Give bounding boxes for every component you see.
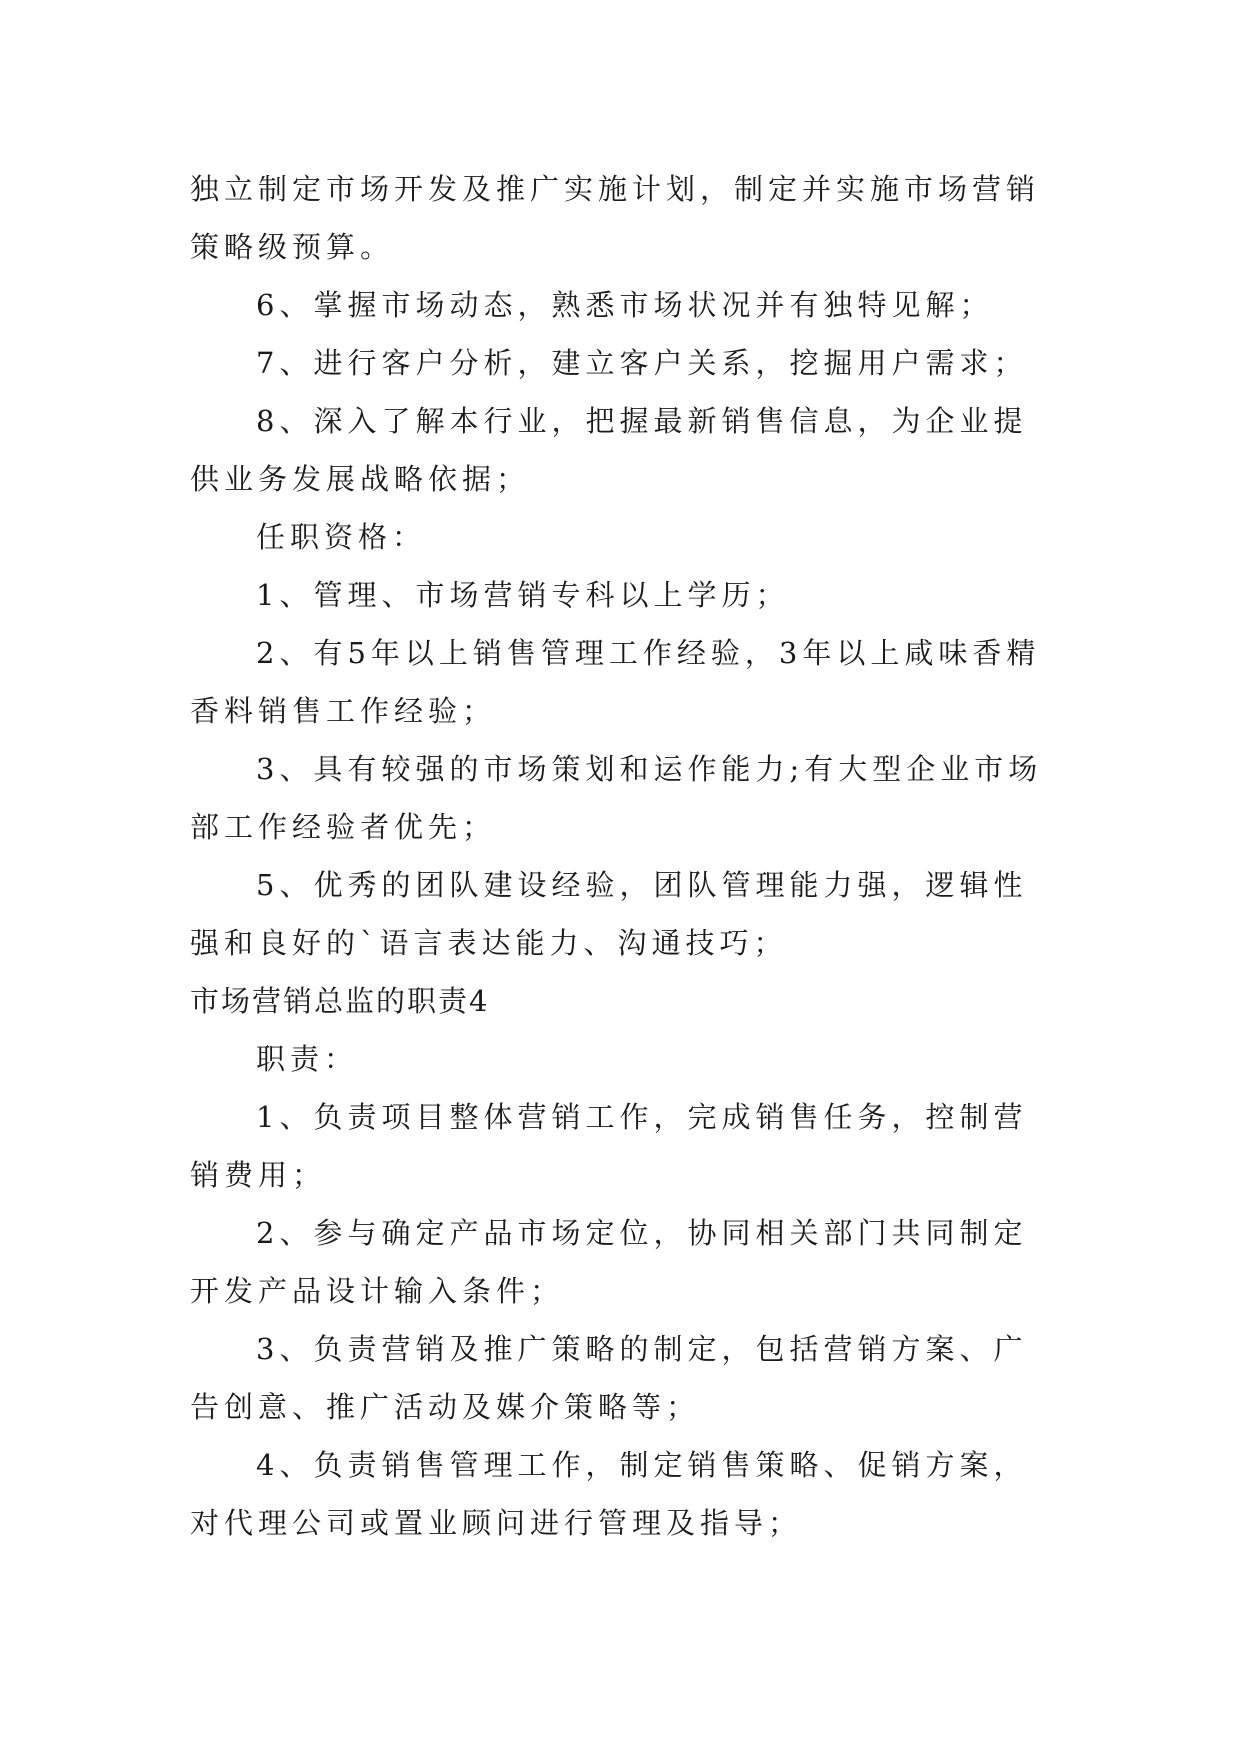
duties-label: 职责： (256, 1042, 359, 1076)
paragraph-continuation: 独立制定市场开发及推广实施计划，制定并实施市场营销策略级预算。 (190, 172, 1041, 264)
duty-item-1: 1、负责项目整体营销工作，完成销售任务，控制营销费用； (190, 1100, 1028, 1192)
duty-item-2: 2、参与确定产品市场定位，协同相关部门共同制定开发产品设计输入条件； (190, 1216, 1028, 1308)
document-body (190, 160, 1050, 1552)
qualification-item-1: 1、管理、市场营销专科以上学历； (256, 578, 790, 612)
paragraph-item-6: 6、掌握市场动态，熟悉市场状况并有独特见解； (256, 288, 994, 322)
qualifications-label: 任职资格： (256, 520, 427, 554)
duty-item-3: 3、负责营销及推广策略的制定，包括营销方案、广告创意、推广活动及媒介策略等； (190, 1332, 1028, 1424)
qualification-item-5: 5、优秀的团队建设经验，团队管理能力强，逻辑性强和良好的`语言表达能力、沟通技巧； (190, 868, 1028, 960)
qualification-item-3: 3、具有较强的市场策划和运作能力;有大型企业市场部工作经验者优先； (190, 752, 1043, 844)
paragraph-item-8: 8、深入了解本行业，把握最新销售信息，为企业提供业务发展战略依据； (190, 404, 1028, 496)
section-heading: 市场营销总监的职责4 (190, 984, 490, 1018)
qualification-item-2: 2、有5年以上销售管理工作经验，3年以上咸味香精香料销售工作经验； (190, 636, 1041, 728)
duty-item-4: 4、负责销售管理工作，制定销售策略、促销方案，对代理公司或置业顾问进行管理及指导； (190, 1448, 1028, 1540)
paragraph-item-7: 7、进行客户分析，建立客户关系，挖掘用户需求； (256, 346, 1028, 380)
